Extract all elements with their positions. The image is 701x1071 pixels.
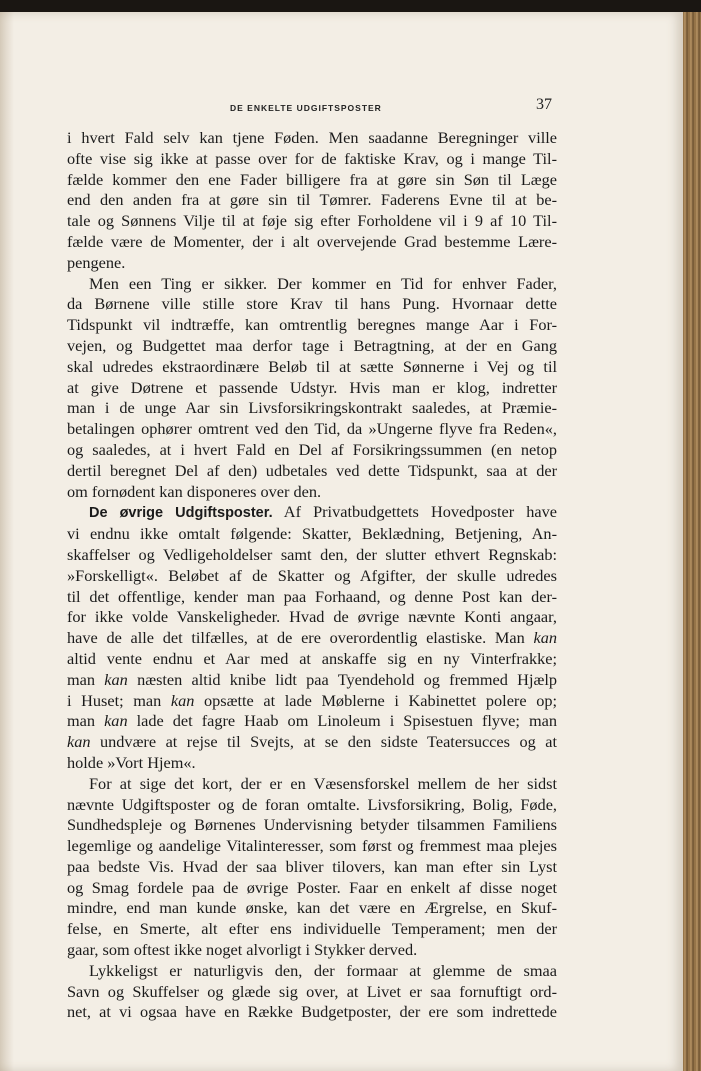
text-line: mindre, end man kunde ønske, kan det være en Ærgrelse, en Skuf- xyxy=(67,898,557,918)
paragraph-4 xyxy=(67,774,557,961)
text-line: altid vente endnu et Aar med at anskaffe sig en ny Vinterfrakke; xyxy=(67,648,557,668)
text-line: til det offentlige, kender man paa Forhaand, og denne Post kan der- xyxy=(67,586,557,606)
text-line: og saaledes, at i hvert Fald en Del af Forsikringssummen (en netop xyxy=(67,439,557,459)
paragraph-3 xyxy=(67,502,557,773)
text-line: i hvert Fald selv kan tjene Føden. Men saadanne Beregninger ville xyxy=(67,128,557,147)
text-line: dertil beregnet Del af den) udbetales ved dette Tidspunkt, saa at der xyxy=(67,460,557,480)
text-line: end den anden fra at gøre sin til Tømrer. Faderens Evne til at be- xyxy=(67,190,557,210)
text-line: kan undvære at rejse til Svejts, at se den sidste Teatersucces og at xyxy=(67,732,557,752)
text-line: fælde være de Momenter, der i alt overvejende Grad bestemme Lære- xyxy=(67,231,557,251)
italic-word: kan xyxy=(67,732,91,752)
italic-word: kan xyxy=(104,711,128,731)
text-line: paa bedste Vis. Hvad der saa bliver tilovers, kan man efter sin Lyst xyxy=(67,856,557,876)
text-line: net, at vi ogsaa have en Række Budgetposter, der ere som indrettede xyxy=(67,1002,557,1022)
italic-word: kan xyxy=(533,628,557,648)
body-text xyxy=(67,128,557,1023)
text-line: man kan næsten altid knibe lidt paa Tyendehold og fremmed Hjælp xyxy=(67,669,557,689)
text-line: holde »Vort Hjem«. xyxy=(67,752,196,772)
text-line: Lykkeligst er naturligvis den, der formaar at glemme de smaa xyxy=(89,960,557,980)
text-line: »Forskelligt«. Beløbet af de Skatter og Afgifter, der skulle udredes xyxy=(67,565,557,585)
text-line: tale og Sønnens Vilje til at føje sig efter Forholdene vil i 9 af 10 Til- xyxy=(67,211,557,231)
text-line: nævnte Udgiftsposter og de foran omtalte. Livsforsikring, Bolig, Føde, xyxy=(67,794,557,814)
text-line: felse, en Smerte, alt efter ens individuelle Temperament; men der xyxy=(67,919,557,939)
text-line: for ikke volde Vanskeligheder. Hvad de øvrige nævnte Konti angaar, xyxy=(67,607,557,627)
text-line: legemlige og aandelige Vitalinteresser, som først og fremmest maa plejes xyxy=(67,836,557,856)
text-line: at give Døtrene et passende Udstyr. Hvis man er klog, indretter xyxy=(67,377,557,397)
book-edge xyxy=(683,12,701,1071)
text-line: gaar, som oftest ikke noget alvorligt i Stykker derved. xyxy=(67,940,418,960)
text-line: ofte vise sig ikke at passe over for de faktiske Krav, og i mange Til- xyxy=(67,148,557,168)
text-line: og Smag fordele paa de øvrige Poster. Faar en enkelt af disse noget xyxy=(67,877,557,897)
text-line: skal udredes ekstraordinære Beløb til at sætte Sønnerne i Vej og til xyxy=(67,356,557,376)
text-line: Tidspunkt vil indtræffe, kan omtrentlig beregnes mange Aar i For- xyxy=(67,315,557,335)
text-line: vi endnu ikke omtalt følgende: Skatter, Beklædning, Betjening, An- xyxy=(67,524,557,544)
page-number: 37 xyxy=(536,96,552,113)
text-line: betalingen ophører omtrent ved den Tid, da »Ungerne flyve fra Reden«, xyxy=(67,419,557,439)
text-line: For at sige det kort, der er en Væsensforskel mellem de her sidst xyxy=(89,773,557,793)
italic-word: kan xyxy=(104,669,128,689)
italic-word: kan xyxy=(170,690,195,710)
text-line: i Huset; man kan opsætte at lade Møblerne i Kabinettet polere op; xyxy=(67,690,557,710)
paragraph-2 xyxy=(67,274,557,503)
text-line: pengene. xyxy=(67,252,126,272)
section-heading: De øvrige Udgiftsposter. xyxy=(89,505,273,522)
text-line: fælde kommer den ene Fader billigere fra at gøre sin Søn til Læge xyxy=(67,169,557,189)
text-line: skaffelser og Vedligeholdelser samt den, der slutter ethvert Regnskab: xyxy=(67,544,557,564)
running-header: DE ENKELTE UDGIFTSPOSTER xyxy=(230,103,382,113)
paragraph-1 xyxy=(67,128,557,274)
text-line: om fornødent kan disponeres over den. xyxy=(67,481,322,501)
paragraph-5 xyxy=(67,961,557,1023)
text-line: Sundhedspleje og Børnenes Undervisning betyder tilsammen Familiens xyxy=(67,815,557,835)
text-line: have de alle det tilfælles, at de ere overordentlig elastiske. Man kan xyxy=(67,628,557,648)
text-line: Men een Ting er sikker. Der kommer en Tid for enhver Fader, xyxy=(89,273,557,293)
text-line: De øvrige Udgiftsposter. Af Privatbudgettets Hovedposter have xyxy=(89,502,557,522)
text-line: Savn og Skuffelser og glæde sig over, at Livet er saa fornuftigt ord- xyxy=(67,981,557,1001)
text-line: man i de unge Aar sin Livsforsikringskontrakt saaledes, at Præmie- xyxy=(67,398,557,418)
text-line: vejen, og Budgettet maa derfor tage i Betragtning, at der en Gang xyxy=(67,335,557,355)
text-line: man kan lade det fagre Haab om Linoleum i Spisestuen flyve; man xyxy=(67,711,557,731)
page-gutter-shadow xyxy=(0,12,14,1071)
text-line: da Børnene ville stille store Krav til hans Pung. Hvornaar dette xyxy=(67,294,557,314)
